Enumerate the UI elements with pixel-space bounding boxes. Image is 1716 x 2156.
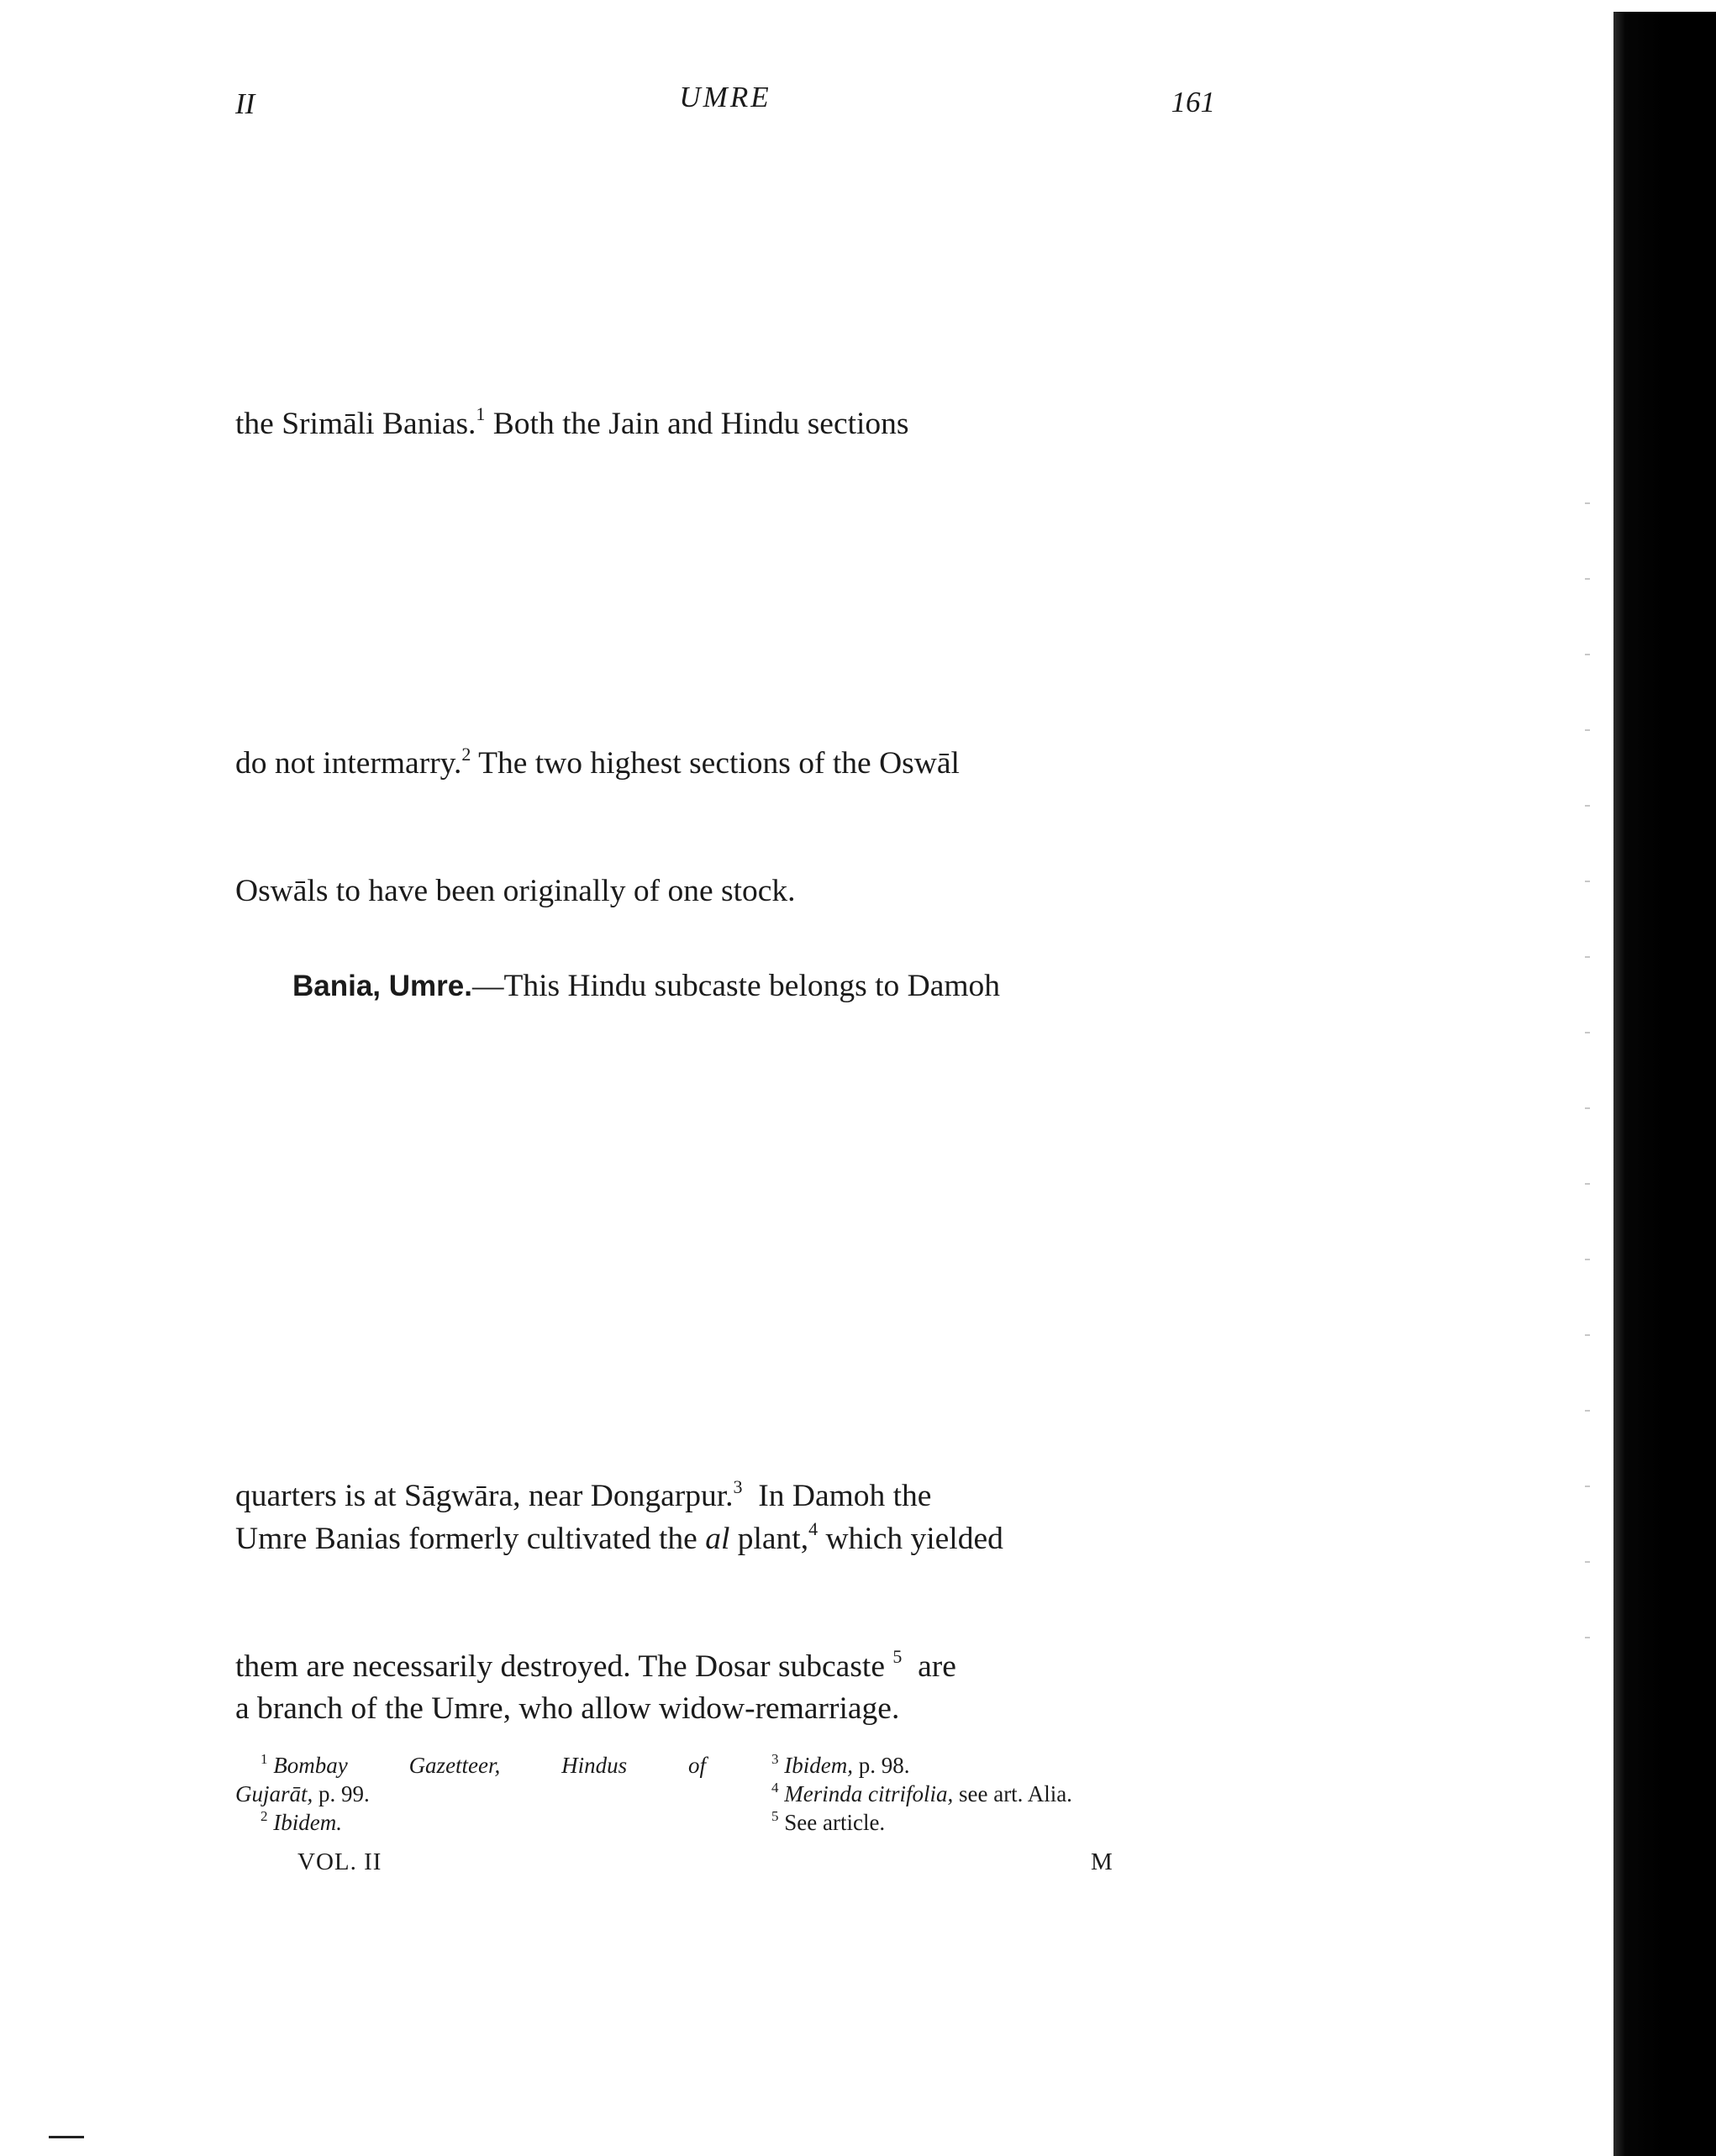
footnote-2: $^2$ Ibidem.: [261, 1808, 342, 1835]
text-line: [235, 1560, 1210, 1603]
text-line: [235, 828, 1210, 871]
text-line: [235, 1093, 1210, 1136]
text-line: [235, 360, 1210, 403]
text-line: [235, 1603, 1210, 1646]
text-line: [235, 445, 1210, 488]
text-line: [235, 1391, 1210, 1433]
text-line: [235, 530, 1210, 573]
text-line: [235, 1008, 1210, 1051]
text-line: Oswāls to have been originally of one stock.: [235, 874, 796, 909]
running-head: [235, 81, 1215, 123]
text-line: [235, 1178, 1210, 1221]
scan-book-edge: [1613, 12, 1716, 2156]
footnote-3: $^3$ Ibidem, p. 98.: [771, 1751, 910, 1778]
footnote-ref-5: 5: [892, 1646, 903, 1667]
footnote-4: $^4$ Merinda citrifolia, see art. Alia.: [771, 1780, 1072, 1806]
text-line: [235, 1306, 1210, 1349]
text-line: [235, 701, 1210, 744]
text-line: [235, 786, 1210, 828]
text-line: [235, 276, 1210, 318]
footnote-1: $^1$ Bombay Gazetteer, Hindus of: [261, 1751, 706, 1778]
scan-mark: [49, 2136, 84, 2138]
text-line: Umre Banias formerly cultivated the al plant,$^4$ which yielded: [235, 1518, 1003, 1556]
paragraph-srimali: [235, 148, 1210, 913]
footnotes-left: [235, 1751, 706, 1837]
text-line: the Srimāli Banias.$^1$ Both the Jain and Hindu sections: [235, 403, 909, 441]
text-line: [235, 1050, 1210, 1093]
text-line: [235, 318, 1210, 360]
scan-edge-specks: [1585, 471, 1590, 1664]
footnote-ref-2: 2: [461, 743, 471, 765]
text-line: [235, 191, 1210, 234]
text-line: [235, 1263, 1210, 1306]
article-heading: Bania, Umre.: [292, 970, 472, 1002]
page-number: 161: [1171, 86, 1215, 118]
footnote-5: $^5$ See article.: [771, 1808, 886, 1835]
signature-mark: M: [1091, 1848, 1113, 1875]
text-line: [235, 658, 1210, 701]
text-line: do not intermarry.$^2$ The two highest sections of the Oswāl: [235, 743, 960, 781]
text-line: [235, 148, 1210, 191]
footnote-ref-3: 3: [733, 1475, 743, 1497]
text-line: [235, 233, 1210, 276]
text-line: [235, 1135, 1210, 1178]
text-line: quarters is at Sāgwāra, near Dongarpur.$^3$ In Damoh the: [235, 1475, 932, 1514]
text-line: [235, 1348, 1210, 1391]
footnotes-right: [770, 1751, 1240, 1837]
volume-label: VOL. II: [297, 1848, 382, 1875]
text-line: [235, 616, 1210, 659]
paragraph-bania-umre: [235, 965, 1210, 1731]
footnote-ref-4: 4: [808, 1518, 819, 1540]
footnote-ref-1: 1: [476, 403, 486, 425]
signature-number: II: [235, 87, 255, 120]
text-line: Bania, Umre.—This Hindu subcaste belongs to Damoh: [292, 969, 1001, 1003]
text-line: a branch of the Umre, who allow widow-remarriage.: [235, 1691, 900, 1727]
text-line: them are necessarily destroyed. The Dosar subcaste $^5$ are: [235, 1646, 956, 1684]
text-line: [235, 1221, 1210, 1264]
text-line: [235, 573, 1210, 616]
text-line: [235, 488, 1210, 531]
running-title: UMRE: [679, 81, 771, 113]
footnote-1-cont: Gujarāt, p. 99.: [235, 1781, 370, 1806]
text-line: [235, 1433, 1210, 1476]
